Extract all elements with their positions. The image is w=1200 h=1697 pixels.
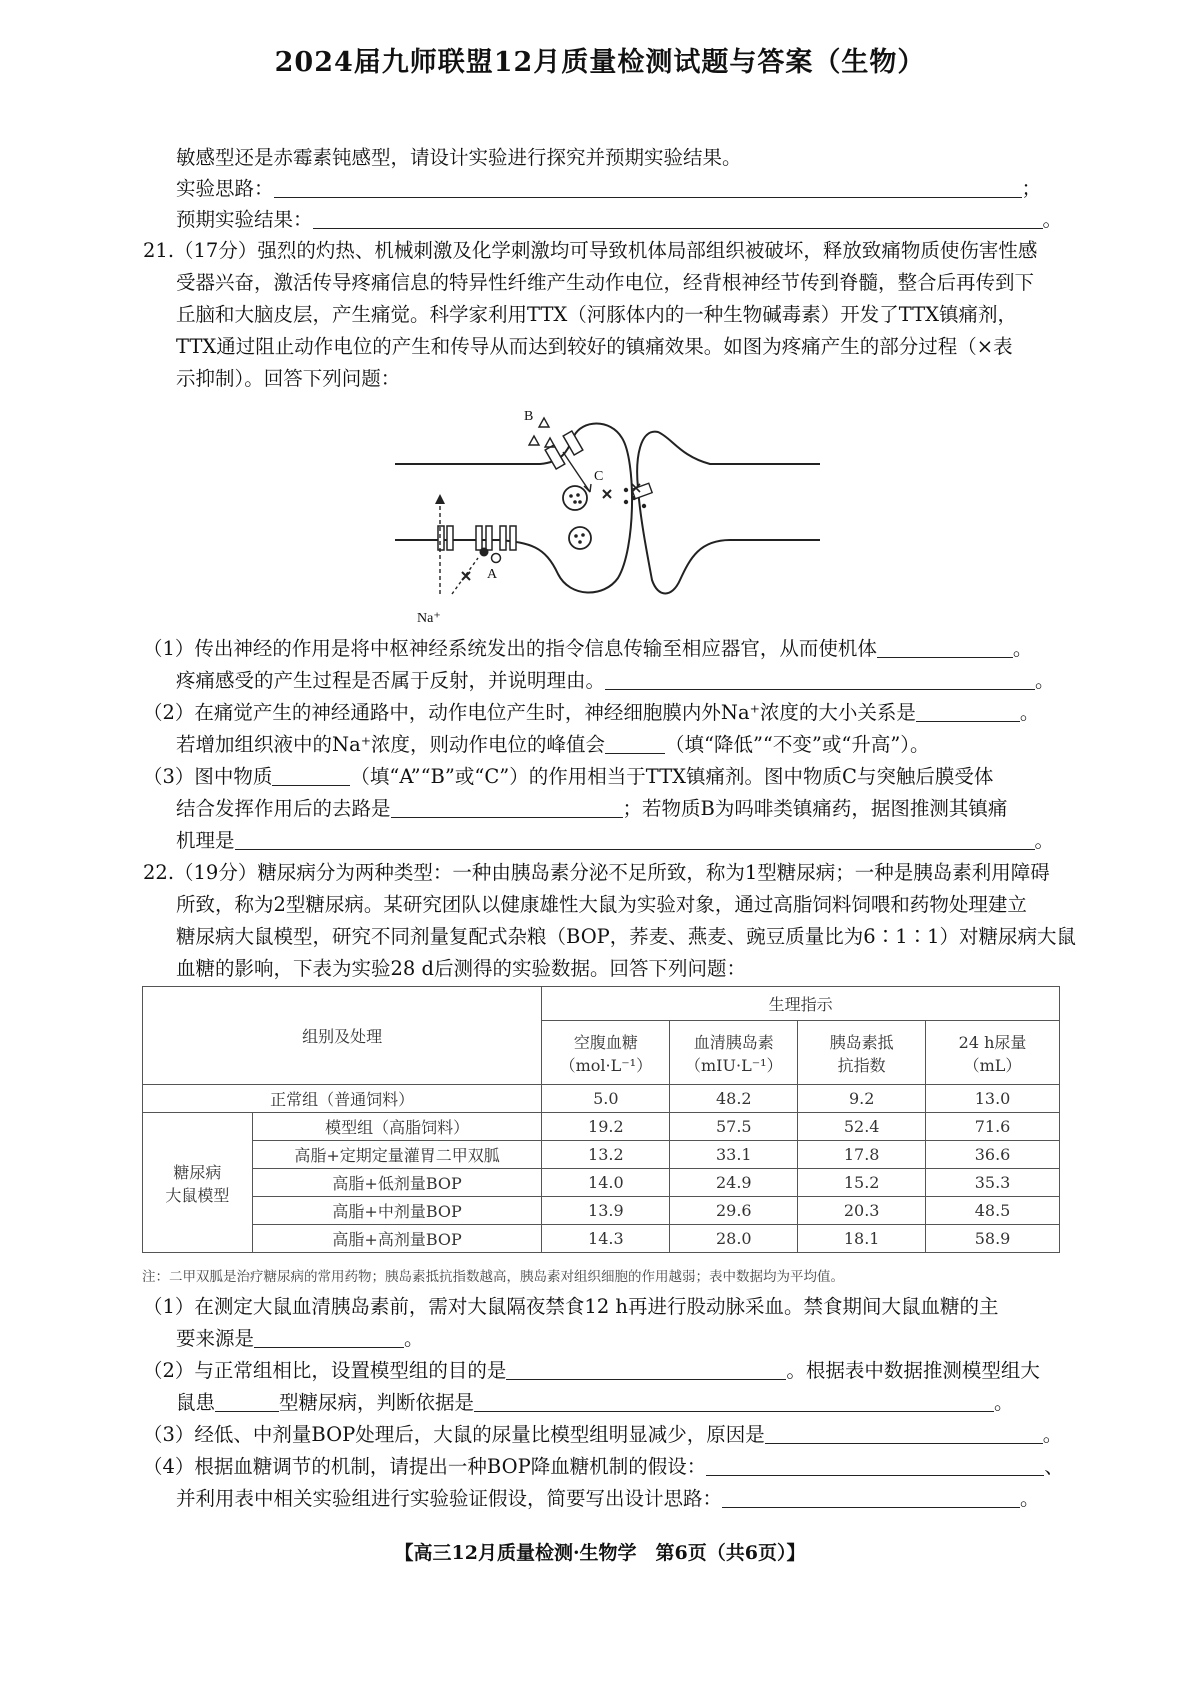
table-row: 高脂+定期定量灌胃二甲双胍 13.2 33.1 17.8 36.6 (143, 1141, 1060, 1169)
q21-s3-fate-blank[interactable] (391, 797, 623, 818)
q22-s1-blank[interactable] (254, 1327, 404, 1348)
q22-s2-type-blank[interactable] (215, 1391, 279, 1412)
q21-s1-reason-blank[interactable] (605, 669, 1035, 690)
q20-result: 预期实验结果： 。 (176, 208, 1063, 231)
q20-idea-label: 实验思路： (176, 177, 274, 200)
q21-s1-blank[interactable] (877, 637, 1013, 658)
label-na: Na⁺ (417, 611, 441, 626)
q21-s2-blank[interactable] (916, 701, 1020, 722)
q21-s1-a: （1）传出神经的作用是将中枢神经系统发出的指令信息传输至相应器官，从而使机体 。 (143, 637, 1033, 660)
table-row: 糖尿病 大鼠模型 模型组（高脂饲料） 19.2 57.5 52.4 71.6 (143, 1113, 1060, 1141)
col-header: 24 h尿量 （mL） (926, 1021, 1060, 1085)
q21-stem-5: 示抑制）。回答下列问题： (176, 367, 401, 390)
q21-stem-2: 受器兴奋，激活传导疼痛信息的特异性纤维产生动作电位，经背根神经节传到脊髓，整合后再传到下 (176, 271, 1035, 294)
q22-s4-design-blank[interactable] (722, 1487, 1020, 1508)
q21-s3-mech-blank[interactable] (235, 829, 1035, 850)
q20-line: 敏感型还是赤霉素钝感型，请设计实验进行探究并预期实验结果。 (176, 146, 742, 169)
q22-s4-b: 并利用表中相关实验组进行实验验证假设，简要写出设计思路： 。 (176, 1487, 1040, 1510)
q22-s4-hypothesis-blank[interactable] (706, 1455, 1044, 1476)
data-table (142, 986, 1060, 1253)
synapse-diagram (390, 398, 820, 630)
table-row: 正常组（普通饲料） 5.0 48.2 9.2 13.0 (143, 1085, 1060, 1113)
q20-idea-blank[interactable] (274, 177, 1022, 198)
page-footer: 【高三12月质量检测·生物学 第6页（共6页）】 (394, 1542, 806, 1564)
q22-s2-basis-blank[interactable] (474, 1391, 994, 1412)
q21-stem-4: TTX通过阻止动作电位的产生和传导从而达到较好的镇痛效果。如图为疼痛产生的部分过程（×表 (176, 335, 1013, 358)
q21-s3-c: 机理是 。 (176, 829, 1055, 852)
col-header: 空腹血糖 （mol·L⁻¹） (542, 1021, 670, 1085)
col-header: 胰岛素抵 抗指数 (798, 1021, 926, 1085)
label-b: B (524, 409, 534, 424)
q22-s1-a: （1）在测定大鼠血清胰岛素前，需对大鼠隔夜禁食12 h再进行股动脉采血。禁食期间大鼠血糖的主 (143, 1295, 999, 1318)
q21-s3-b: 结合发挥作用后的去路是 ；若物质B为吗啡类镇痛药，据图推测其镇痛 (176, 797, 1008, 820)
q22-s2-purpose-blank[interactable] (506, 1359, 786, 1380)
table-row: 高脂+高剂量BOP 14.3 28.0 18.1 58.9 (143, 1225, 1060, 1253)
q21-s3-a: （3）图中物质 （填“A”“B”或“C”）的作用相当于TTX镇痛剂。图中物质C与突触后膜受体 (143, 765, 994, 788)
col-header: 血清胰岛素 （mIU·L⁻¹） (670, 1021, 798, 1085)
q20-idea: 实验思路： ； (176, 177, 1042, 200)
phys-header: 生理指示 (542, 987, 1060, 1021)
q22-s3: （3）经低、中剂量BOP处理后，大鼠的尿量比模型组明显减少，原因是 。 (143, 1423, 1063, 1446)
q22-s4-a: （4）根据血糖调节的机制，请提出一种BOP降血糖机制的假设： 、 (143, 1455, 1064, 1478)
q22-s2-b: 鼠患 型糖尿病，判断依据是 。 (176, 1391, 1014, 1414)
q22-s3-blank[interactable] (765, 1423, 1043, 1444)
q22-stem-3: 糖尿病大鼠模型，研究不同剂量复配式杂粮（BOP，荞麦、燕麦、豌豆质量比为6∶1∶1）对糖尿病大鼠 (176, 925, 1077, 948)
group-header: 组别及处理 (143, 987, 542, 1085)
q22-s1-b: 要来源是 。 (176, 1327, 424, 1350)
q22-s2-a: （2）与正常组相比，设置模型组的目的是 。根据表中数据推测模型组大 (143, 1359, 1040, 1382)
model-group-label: 糖尿病 大鼠模型 (143, 1113, 253, 1253)
q21-s2-a: （2）在痛觉产生的神经通路中，动作电位产生时，神经细胞膜内外Na⁺浓度的大小关系是 。 (143, 701, 1040, 724)
table-row: 高脂+低剂量BOP 14.0 24.9 15.2 35.3 (143, 1169, 1060, 1197)
label-c: C (594, 469, 604, 484)
table-note: 注：二甲双胍是治疗糖尿病的常用药物；胰岛素抵抗指数越高，胰岛素对组织细胞的作用越弱；表中数据均为平均值。 (142, 1269, 844, 1285)
label-a: A (487, 567, 498, 582)
q20-result-blank[interactable] (313, 208, 1043, 229)
q22-stem-2: 所致，称为2型糖尿病。某研究团队以健康雄性大鼠为实验对象，通过高脂饲料饲喂和药物处理建立 (176, 893, 1027, 916)
q20-result-label: 预期实验结果： (176, 208, 313, 231)
q22-stem-1: 22.（19分）糖尿病分为两种类型：一种由胰岛素分泌不足所致，称为1型糖尿病；一种是胰岛素利用障碍 (143, 861, 1050, 884)
table-row: 高脂+中剂量BOP 13.9 29.6 20.3 48.5 (143, 1197, 1060, 1225)
q22-stem-4: 血糖的影响，下表为实验28 d后测得的实验数据。回答下列问题： (176, 957, 746, 980)
q21-s3-blank[interactable] (272, 765, 350, 786)
q21-s2-peak-blank[interactable] (605, 733, 665, 754)
q21-s2-b: 若增加组织液中的Na⁺浓度，则动作电位的峰值会 （填“降低”“不变”或“升高”）。 (176, 733, 930, 756)
q21-stem-1: 21.（17分）强烈的灼热、机械刺激及化学刺激均可导致机体局部组织被破坏，释放致痛物质使伤害性感 (143, 239, 1038, 262)
q21-stem-3: 丘脑和大脑皮层，产生痛觉。科学家利用TTX（河豚体内的一种生物碱毒素）开发了TTX镇痛剂， (176, 303, 1018, 326)
q21-s1-b: 疼痛感受的产生过程是否属于反射，并说明理由。 。 (176, 669, 1055, 692)
page-title: 2024届九师联盟12月质量检测试题与答案（生物） (274, 47, 926, 78)
